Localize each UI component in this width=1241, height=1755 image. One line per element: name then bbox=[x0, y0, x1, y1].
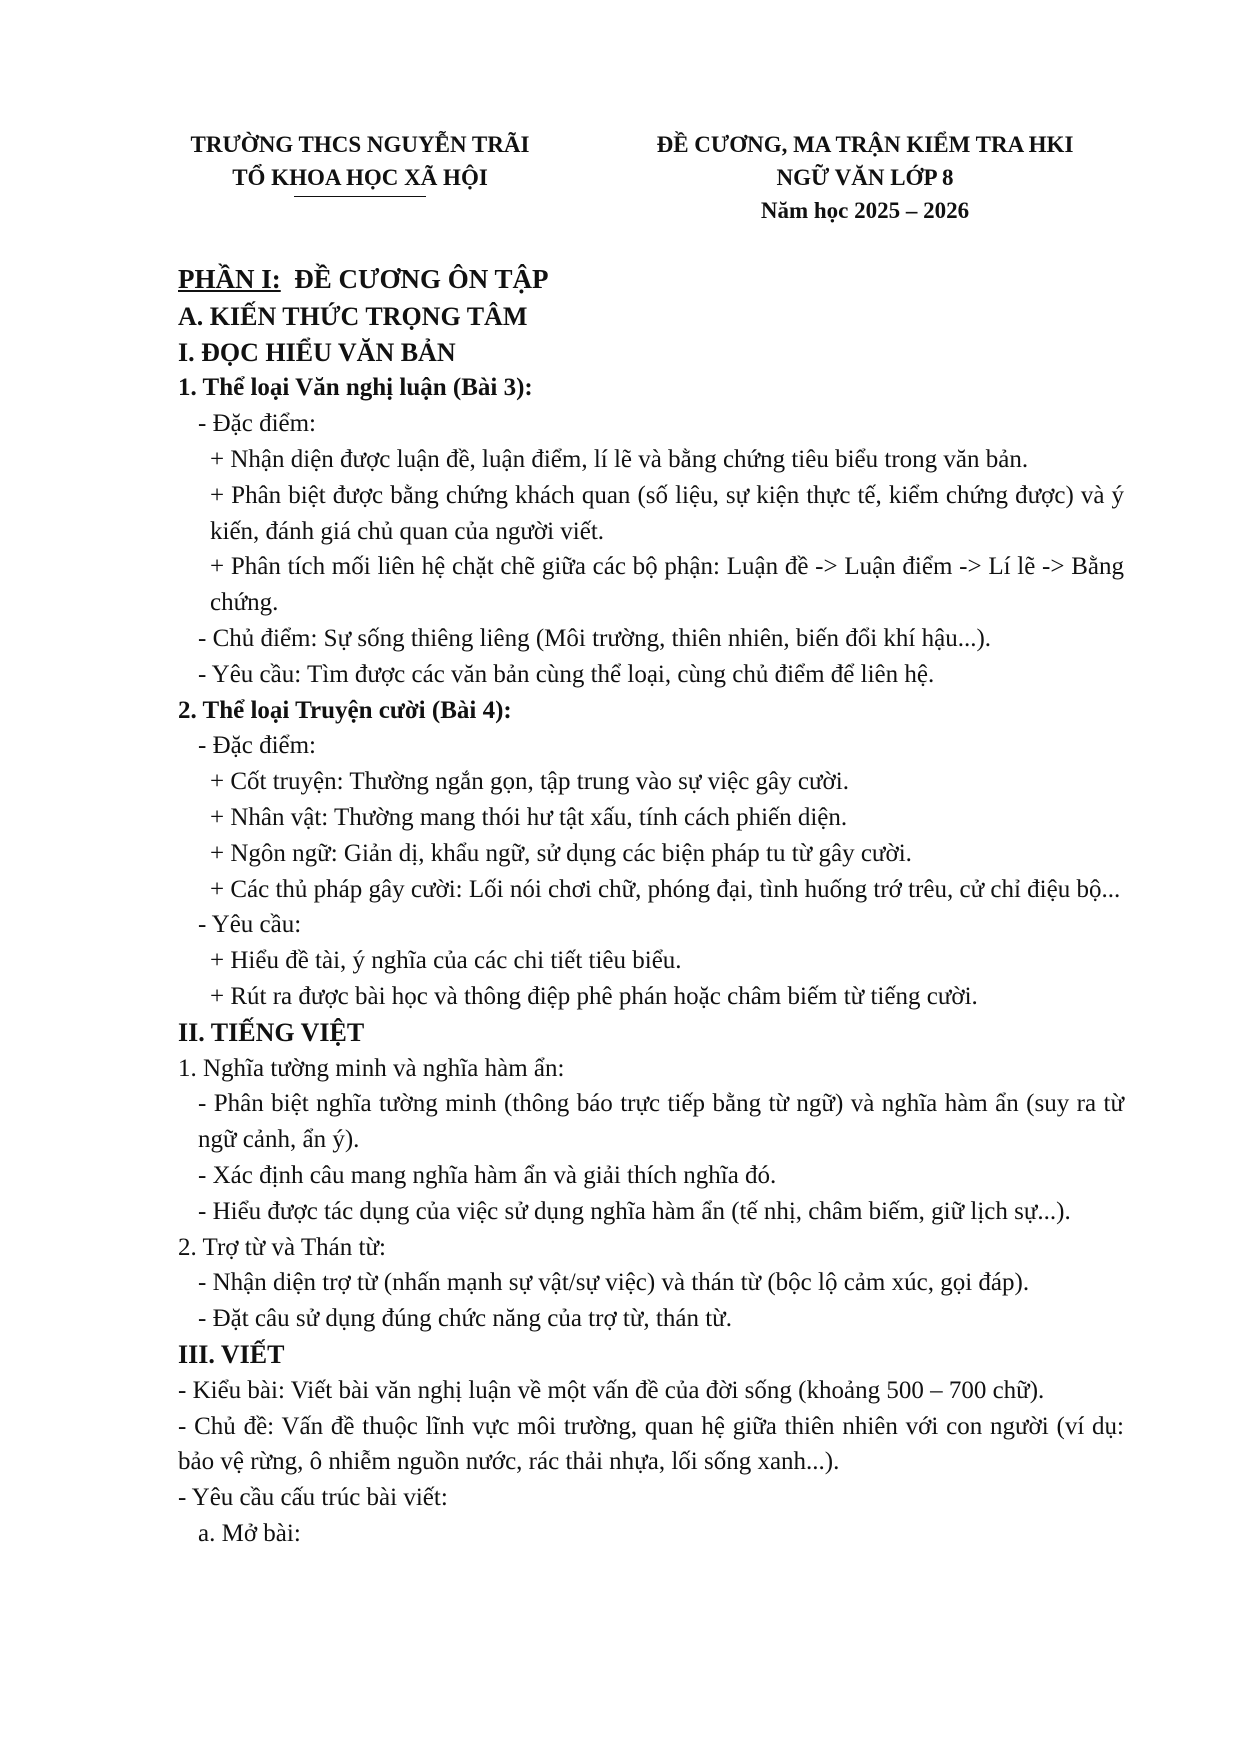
outline-line: 1. Nghĩa tường minh và nghĩa hàm ẩn: bbox=[178, 1054, 565, 1082]
part-title: ĐỀ CƯƠNG ÔN TẬP bbox=[294, 264, 549, 294]
document-subject: NGỮ VĂN LỚP 8 bbox=[776, 165, 954, 190]
section-heading: A. KIẾN THỨC TRỌNG TÂM bbox=[178, 301, 528, 331]
outline-line: - Đặc điểm: bbox=[198, 410, 317, 438]
outline-line: - Nhận diện trợ từ (nhấn mạnh sự vật/sự việc) và thán từ (bộc lộ cảm xúc, gọi đáp). bbox=[198, 1269, 1030, 1297]
outline-line: + Nhận diện được luận đề, luận điểm, lí lẽ và bằng chứng tiêu biểu trong văn bản. bbox=[210, 445, 1029, 473]
outline-line: + Phân biệt được bằng chứng khách quan (số liệu, sự kiện thực tế, kiểm chứng được) và ý kiến, đánh giá chủ quan của người viết. bbox=[210, 481, 1124, 545]
outline-line: + Rút ra được bài học và thông điệp phê phán hoặc châm biếm từ tiếng cười. bbox=[210, 982, 978, 1010]
document-title-block bbox=[615, 128, 1115, 227]
department-name: TỔ KHOA HỌC XÃ HỘI bbox=[232, 165, 488, 190]
outline-line: - Xác định câu mang nghĩa hàm ẩn và giải thích nghĩa đó. bbox=[198, 1161, 777, 1189]
school-year: Năm học 2025 – 2026 bbox=[760, 198, 970, 223]
outline-line: - Yêu cầu: Tìm được các văn bản cùng thể loại, cùng chủ điểm để liên hệ. bbox=[198, 660, 935, 688]
outline-content bbox=[178, 299, 1124, 1552]
outline-line: - Kiểu bài: Viết bài văn nghị luận về một vấn đề của đời sống (khoảng 500 – 700 chữ). bbox=[178, 1376, 1045, 1404]
school-name: TRƯỜNG THCS NGUYỄN TRÃI bbox=[190, 132, 530, 157]
section-heading: 1. Thể loại Văn nghị luận (Bài 3): bbox=[178, 374, 533, 402]
outline-line: + Các thủ pháp gây cười: Lối nói chơi chữ, phóng đại, tình huống trớ trêu, cử chỉ điệu bộ... bbox=[210, 875, 1121, 903]
section-heading: III. VIẾT bbox=[178, 1339, 285, 1369]
outline-line: - Đặt câu sử dụng đúng chức năng của trợ từ, thán từ. bbox=[198, 1305, 732, 1333]
document-body bbox=[178, 262, 1124, 1552]
outline-line: + Hiểu đề tài, ý nghĩa của các chi tiết tiêu biểu. bbox=[210, 947, 682, 975]
section-heading: 2. Thể loại Truyện cười (Bài 4): bbox=[178, 696, 512, 724]
outline-line: - Đặc điểm: bbox=[198, 732, 317, 760]
outline-line: - Hiểu được tác dụng của việc sử dụng nghĩa hàm ẩn (tế nhị, châm biếm, giữ lịch sự...). bbox=[198, 1197, 1071, 1225]
section-heading: I. ĐỌC HIỂU VĂN BẢN bbox=[178, 337, 456, 367]
part-heading bbox=[178, 262, 1124, 299]
outline-line: + Nhân vật: Thường mang thói hư tật xấu, tính cách phiến diện. bbox=[210, 803, 848, 831]
outline-line: - Phân biệt nghĩa tường minh (thông báo trực tiếp bằng từ ngữ) và nghĩa hàm ẩn (suy ra từ ngữ cảnh, ẩn ý). bbox=[198, 1090, 1124, 1154]
outline-line: - Chủ điểm: Sự sống thiêng liêng (Môi trường, thiên nhiên, biến đổi khí hậu...). bbox=[198, 624, 992, 652]
outline-line: + Ngôn ngữ: Giản dị, khẩu ngữ, sử dụng các biện pháp tu từ gây cười. bbox=[210, 839, 912, 867]
document-title: ĐỀ CƯƠNG, MA TRẬN KIỂM TRA HKI bbox=[656, 132, 1074, 157]
outline-line: 2. Trợ từ và Thán từ: bbox=[178, 1233, 386, 1261]
section-heading: II. TIẾNG VIỆT bbox=[178, 1017, 365, 1047]
header-rule bbox=[294, 196, 426, 197]
part-label: PHẦN I: bbox=[178, 264, 281, 294]
outline-line: + Cốt truyện: Thường ngắn gọn, tập trung vào sự việc gây cười. bbox=[210, 768, 849, 796]
outline-line: - Yêu cầu cấu trúc bài viết: bbox=[178, 1484, 448, 1512]
outline-line: - Yêu cầu: bbox=[198, 911, 302, 939]
outline-line: a. Mở bài: bbox=[198, 1519, 301, 1547]
outline-line: - Chủ đề: Vấn đề thuộc lĩnh vực môi trường, quan hệ giữa thiên nhiên với con người (ví dụ: bảo vệ rừng, ô nhiễm nguồn nước, rác thải nhựa, lối sống xanh...). bbox=[178, 1412, 1124, 1476]
outline-line: + Phân tích mối liên hệ chặt chẽ giữa các bộ phận: Luận đề -> Luận điểm -> Lí lẽ -> Bằng chứng. bbox=[210, 553, 1124, 617]
school-header bbox=[150, 128, 570, 197]
